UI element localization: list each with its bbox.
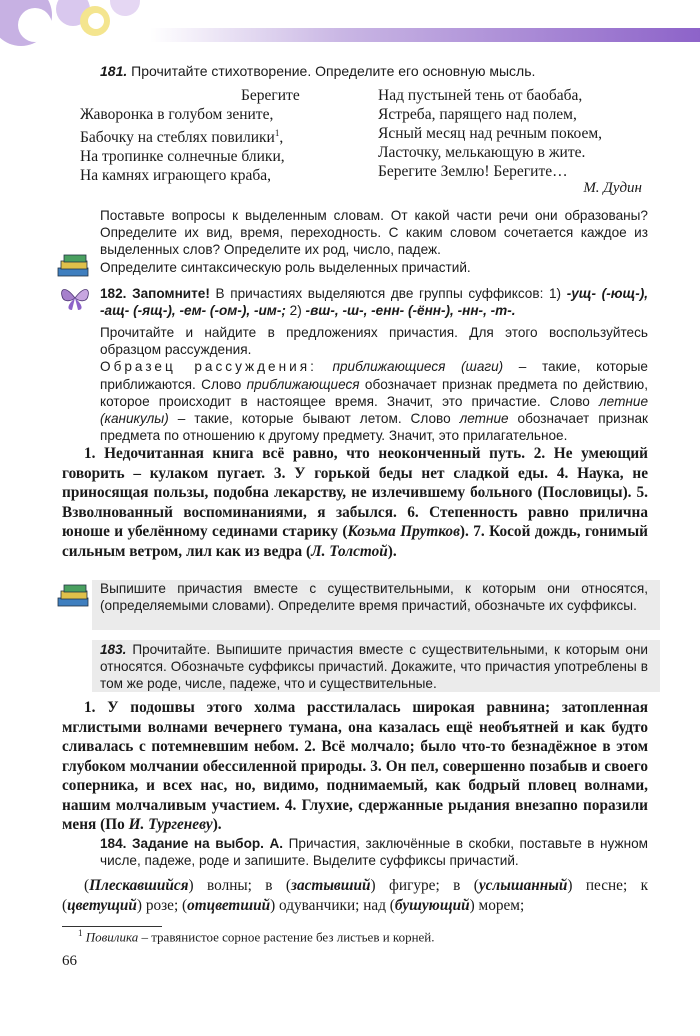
poem-line: Берегите Землю! Берегите… <box>378 163 568 180</box>
author-name: И. Тургеневу <box>128 816 213 833</box>
decor-circle <box>18 8 52 42</box>
poem-line: Жаворонка в голубом зените, <box>80 106 274 123</box>
questions-text: Поставьте вопросы к выделенным словам. От какой части речи они образованы? Определите их вид, время, переходность. С каким словом сочетается каждое из выделенных слов? Определите их род, число, падеж. <box>100 208 648 258</box>
sample-label: Образец рассуждения: <box>100 359 317 375</box>
task-text: Прочитайте. Выпишите причастия вместе с существительными, к которым они относятся. Обозначьте суффиксы причастий. Докажите, что причастия употреблены в том же роде, числе, падеже, что и существительные. <box>100 642 648 692</box>
decor-circle <box>110 0 140 16</box>
footnote-text: травянистое сорное растение без листьев и корней. <box>151 929 435 945</box>
remember-label: Запомните! <box>132 286 210 301</box>
butterfly-icon <box>58 284 92 312</box>
task-183-text: 1. У подошвы этого холма расстилалась широкая равнина; затопленная мглистыми волнами вечернего тумана, она казалась ещё необъятней и как будто сливалась с потемневшим небом. 2. Всё молчало; было что-то безнадёжное в этом глубоком молчании обессиленной природы. 3. Он пел, совершенно позабыв и своего соперника, и всех нас, но, видимо, поднимаемый, как бодрый пловец волнами, нашим молчаливым участием. 4. Глухие, сдержанные рыдания внезапно поразили меня (По И. Тургеневу). <box>62 699 648 833</box>
poem-left-column <box>80 105 285 185</box>
header-band <box>150 28 700 42</box>
rule-text: В причастиях выделяются две группы суффиксов: 1) <box>215 286 562 301</box>
poem-line: Ясный месяц над речным покоем, <box>378 125 603 142</box>
books-icon <box>56 584 92 608</box>
poem-title: Берегите <box>241 87 300 104</box>
poem-line: Ласточку, мелькающую в жите. <box>378 144 586 161</box>
footnote-divider <box>62 926 162 927</box>
footnote: $^1$ Повилика – травянистое сорное растение без листьев и корней. <box>78 928 435 945</box>
rule-text: 2) <box>289 303 302 319</box>
suffix-group-1: -ущ- (-ющ-), -ащ- (-ящ-), -ем- (-ом-), -им-; <box>100 286 649 319</box>
task-text: Прочитайте и найдите в предложениях причастия. Для этого воспользуйтесь образцом рассуждения. <box>100 325 648 358</box>
footnote-mark: 1 <box>274 128 280 138</box>
footnote-term: Повилика <box>85 929 139 945</box>
task-183-instructions <box>100 641 648 693</box>
task-182-write <box>100 580 648 614</box>
write-task-text: Определите синтаксическую роль выделенных причастий. <box>100 259 471 275</box>
task-182-rule <box>100 285 648 319</box>
header-decoration <box>0 0 700 60</box>
author-name: Л. Толстой <box>311 542 388 560</box>
write-task-text: Выпишите причастия вместе с существительными, к которым они относятся, (определяемыми словами). Определите время причастий, обозначьте их суффиксы. <box>100 581 648 614</box>
poem-line: На тропинке солнечные блики, <box>80 148 285 166</box>
poem-line: Ястреба, парящего над полем, <box>378 106 577 123</box>
task-text: Причастия, заключённые в скобки, поставьте в нужном числе, падеже, роде и запишите. Выделите суффиксы причастий. <box>100 836 649 869</box>
poem-line: Над пустыней тень от баобаба, <box>378 87 583 104</box>
choice-label: Задание на выбор. А. <box>132 836 284 851</box>
task-number: 181. <box>100 63 128 79</box>
page-number: 66 <box>62 953 77 969</box>
task-instruction: Прочитайте стихотворение. Определите его основную мысль. <box>131 63 536 79</box>
decor-circle <box>88 13 104 29</box>
task-181-heading <box>100 63 535 79</box>
task-184-exercise: (Плескавшийся) волны; в (застывший) фигуре; в (услышанный) песне; к (цветущий) розе; (отцветший) одуванчики; над (бушующий) морем; <box>62 877 649 914</box>
poem-author: М. Дудин <box>583 180 642 196</box>
poem-line: На камнях играющего краба, <box>80 167 272 185</box>
task-182-sentences: 1. Недочитанная книга всё равно, что неоконченный путь. 2. Не умеющий говорить – кулаком пугает. 3. У горькой беды нет сладкой еды. 4. Наука, не приносящая пользы, подобна лекарству, не излечившему больного (Пословицы). 5. Взволнованный воспоминаниями, я забылся. 6. Степенность равно прилична юноше и убелённому сединами старику (Козьма Прутков). 7. Косой дождь, гонимый сильным ветром, лил как из ведра (Л. Толстой). <box>62 445 648 560</box>
task-number: 183. <box>100 642 127 657</box>
author-name: Козьма Прутков <box>347 523 460 540</box>
task-number: 184. <box>100 836 127 851</box>
poem-right-column <box>378 86 602 181</box>
books-icon <box>56 254 92 278</box>
suffix-group-2: -вш-, -ш-, -енн- (-ённ-), -нн-, -т-. <box>305 303 516 319</box>
task-181-questions <box>100 207 648 276</box>
task-number: 182. <box>100 286 127 301</box>
poem-line: Бабочку на стеблях повилики$^1$, <box>80 128 284 147</box>
task-182-instructions: Прочитайте и найдите в предложениях причастия. Для этого воспользуйтесь образцом рассуждения. Образец рассуждения: приближающиеся (шаги) – такие, которые приближаются. Слово приближающиеся обозначает признак предмета по действию, которое происходит в настоящее время. Значит, это причастие. Слово летние (каникулы) – такие, которые бывают летом. Слово летние обозначает признак предмета по отношению к другому предмету. Значит, это прилагательное. <box>100 325 648 444</box>
task-184-instructions <box>100 835 648 869</box>
footnote-mark: 1 <box>78 928 83 938</box>
